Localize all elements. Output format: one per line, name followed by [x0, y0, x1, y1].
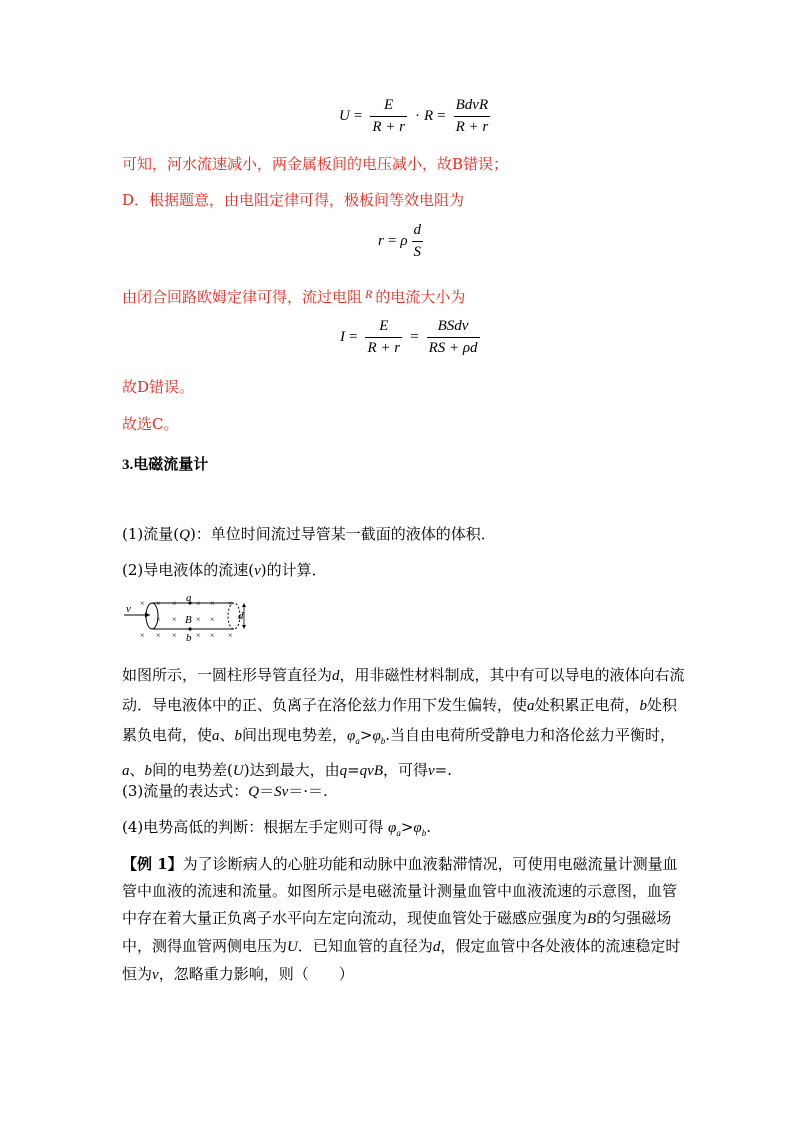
cross-mark: × — [172, 631, 177, 640]
cross-mark: × — [196, 599, 201, 608]
fraction: $\frac{d}{S}$ — [413, 222, 422, 260]
cross-mark: × — [172, 615, 177, 624]
label-a: a — [186, 595, 192, 604]
cross-mark: × — [140, 631, 145, 640]
fraction: $\frac{E}{R + r}$ — [372, 97, 405, 135]
diameter-arrow-top — [242, 603, 246, 607]
cross-mark: × — [228, 599, 233, 608]
label-v: v — [126, 603, 131, 615]
formula-voltage: U = $\frac{E}{R + r}$ · R = $\frac{\text{BdvR}}{R + r}$ — [339, 97, 489, 135]
label-B: B — [185, 614, 192, 626]
fraction: $\frac{\text{BSdv}}{RS + \rho d}$ — [428, 318, 478, 356]
item-2: (2)导电液体的流速(v)的计算． — [122, 561, 327, 579]
text-line-b: 可知，河水流速减小，两金属板间的电压减小，故B错误； — [122, 155, 509, 173]
cross-mark: × — [156, 615, 161, 624]
item-1: (1)流量(Q)：单位时间流过导管某一截面的液体的体积． — [122, 525, 496, 543]
diameter-arrow-bottom — [242, 625, 246, 629]
formula-symbol: U — [339, 108, 350, 124]
label-d: d — [238, 610, 244, 622]
cross-mark: × — [196, 615, 201, 624]
flowmeter-diagram — [122, 595, 252, 645]
cross-mark: × — [196, 631, 201, 640]
cross-mark: × — [140, 599, 145, 608]
cross-mark: × — [172, 599, 177, 608]
text-line-current: 由闭合回路欧姆定律可得，流过电阻 $^R$ 的电流大小为 — [122, 287, 466, 306]
example-label: 【例 1】 — [122, 855, 183, 873]
cross-mark: × — [210, 615, 215, 624]
text-line-d-wrong: 故D错误。 — [122, 378, 195, 396]
formula-current: I = $\frac{E}{R + r}$ = $\frac{\text{BSdv}}{RS + \rho d}$ — [340, 318, 478, 356]
item-4: (4)电势高低的判断：根据左手定则可得 $\varphi_a>\varphi_b$. — [122, 818, 432, 838]
cross-mark: × — [210, 631, 215, 640]
cross-mark: × — [156, 599, 161, 608]
item-3: (3)流量的表达式：Q＝Sv＝·＝. — [122, 782, 328, 800]
cross-mark: × — [156, 631, 161, 640]
explanation-paragraph: 如图所示，一圆柱形导管直径为d，用非磁性材料制成，其中有可以导电的液体向右流动．导电液体中的正、负离子在洛伦兹力作用下发生偏转，使a处积累正电荷，b处积累负电荷，使a、b间出现电势差，$\varphi_a>\varphi_b$.当自由电荷所受静电力和洛伦兹力平衡时，a、b间的电势差(U)达到最大，由q=qvB，可得v=. — [122, 666, 685, 779]
text-line-choose: 故选C。 — [122, 415, 179, 433]
example-paragraph: 【例 1】为了诊断病人的心脏功能和动脉中血液黏滞情况，可使用电磁流量计测量血管中血液的流速和流量。如图所示是电磁流量计测量血管中血液流速的示意图，血管中存在着大量正负离子水平向左定向流动，现使血管处于磁感应强度为B的匀强磁场中，测得血管两侧电压为U．已知血管的直径为d，假定血管中各处液体的流速稳定时恒为v，忽略重力影响，则（ ） — [122, 855, 681, 983]
formula-resistance: r = ρ $\frac{d}{S}$ — [378, 222, 422, 260]
label-b: b — [186, 632, 192, 644]
cross-mark: × — [210, 599, 215, 608]
section-heading: 3.电磁流量计 — [122, 457, 209, 473]
point-b — [188, 627, 191, 630]
text-line-d: D．根据题意，由电阻定律可得，极板间等效电阻为 — [122, 191, 465, 209]
fraction: $\frac{\text{BdvR}}{R + r}$ — [455, 97, 489, 135]
cross-mark: × — [228, 631, 233, 640]
fraction: $\frac{E}{R + r}$ — [367, 318, 401, 356]
